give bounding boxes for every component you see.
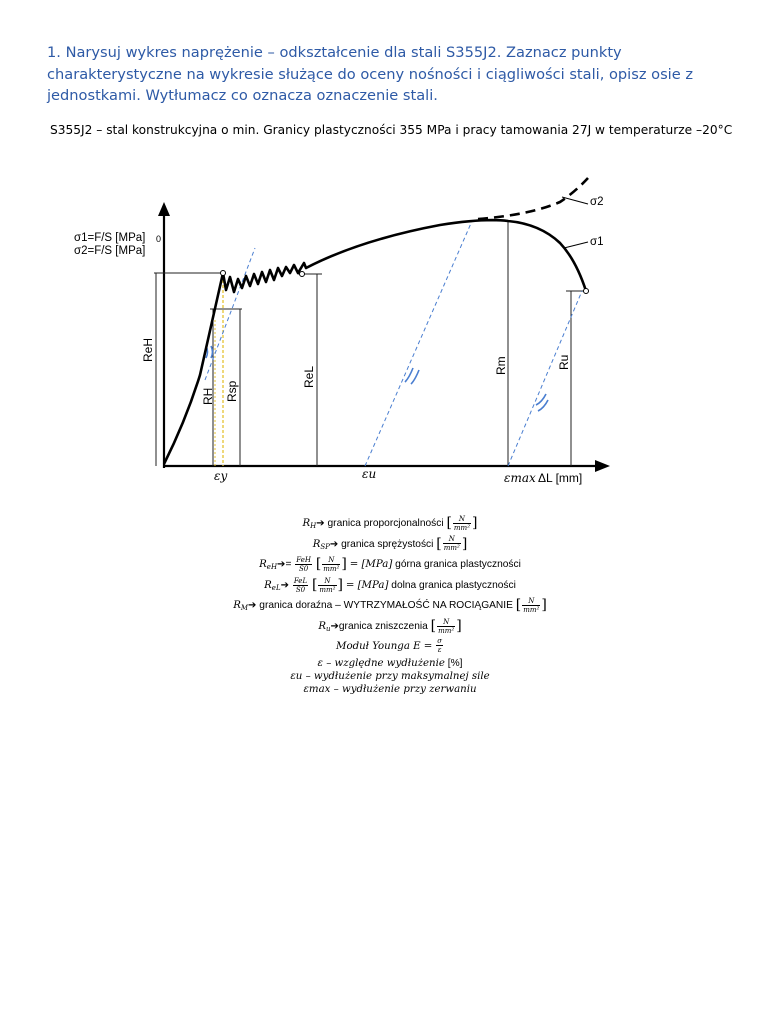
x-axis-label: ΔL [mm] [538,471,583,485]
stress-strain-diagram [60,170,620,495]
label-rm: Rm [494,356,508,375]
intro-text: S355J2 – stal konstrukcyjna o min. Granicy plastyczności 355 MPa i pracy tamowania 27J w temperaturze –20°C [50,123,733,137]
y-axis-label-2: σ2=F/S [MPa] [74,245,146,257]
parallel-marker-3 [536,394,548,411]
y-axis-label-1: σ1=F/S [MPa] [74,232,146,244]
legend-rh: $R_H➔$ granica proporcjonalności [ $\frac{N}{\text{mm²}}$ ] [302,514,478,532]
reh-point [221,271,226,276]
curve-sigma1 [164,220,586,464]
unload-line-2 [365,221,472,466]
legend [200,513,580,696]
question-text: 1. Narysuj wykres naprężenie – odkształcenie dla stali S355J2. Zaznacz punkty charakterystyczne na wykresie służące do oceny nośności i ciągliwości stali, opisz osie z jednostkami. Wytłumacz co oznacza oznaczenie stali. [47,44,694,104]
legend-rm: $R_M➔$ granica doraźna – WYTRZYMAŁOŚĆ NA ROCIĄGANIE [ $\frac{N}{\text{mm²}}$ ] [233,597,547,615]
legend-ru: $R_u➔granica$ zniszczenia [ $\frac{N}{\text{mm²}}$ ] [318,617,462,635]
legend-eps-max: εmax – wydłużenie przy zerwaniu [303,684,477,696]
curve-sigma2 [478,178,588,219]
label-ey: εy [214,469,228,483]
legend-rel: $R_{eL}➔$ $\frac{\text{FeL}}{S0}$ [ $\frac{N}{\text{mm²}}$ ] = [MPa] dolna granica plastyczności [264,576,516,594]
label-rh: RH [201,387,215,405]
legend-young: Moduł Younga E = $\frac{\sigma}{\varepsilon}$ [336,637,442,655]
label-emax: εmax [504,471,536,485]
legend-eps: ε – względne wydłużenie [%] [317,658,463,670]
legend-reh: $R_{eH}➔=$ $\frac{\text{FeH}}{S0}$ [ $\frac{N}{\text{mm²}}$ ] = [MPa] górna granica plastyczności [259,555,521,573]
sigma1-leader [564,242,588,248]
rel-point [300,272,305,277]
legend-rsp: $R_{SP}➔$ granica sprężystości [ $\frac{N}{\text{mm²}}$ ] [312,535,468,553]
label-eu: εu [362,467,377,481]
curve-label-sigma1: σ1 [590,236,604,248]
legend-eps-u: εu – wydłużenie przy maksymalnej sile [290,671,490,683]
parallel-marker-2 [405,368,419,384]
ru-point [584,289,589,294]
y-axis-arrow [158,202,170,216]
label-rel: ReL [302,365,316,388]
sigma2-leader [562,197,588,204]
label-reh: ReH [141,337,155,362]
curve-label-sigma2: σ2 [590,196,604,208]
x-axis-arrow [595,460,610,472]
y-axis-label-1-suffix: 0 [156,234,162,244]
label-ru: Ru [557,354,571,370]
label-rsp: Rsp [225,380,239,402]
